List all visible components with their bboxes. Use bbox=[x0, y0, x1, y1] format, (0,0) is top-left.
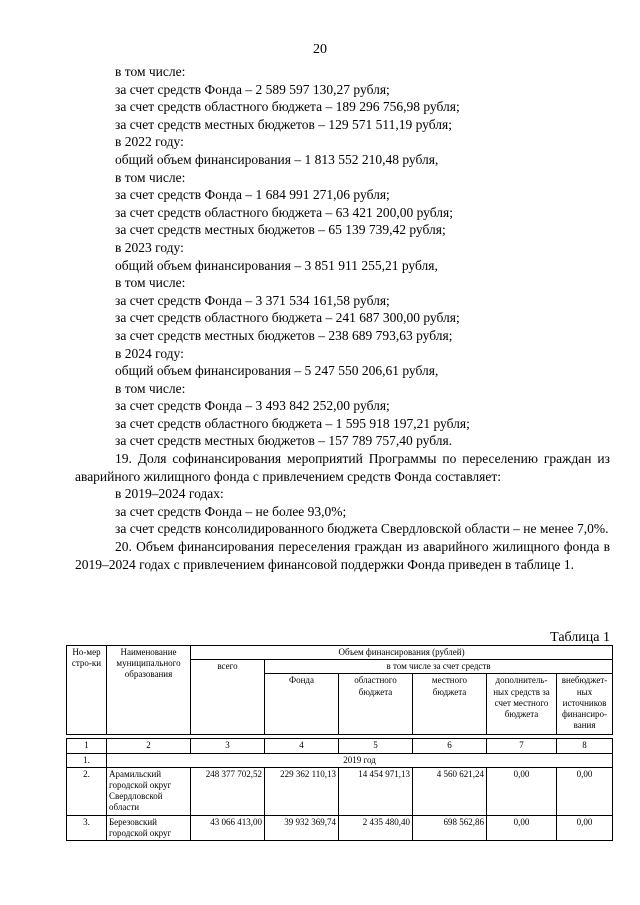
body-text bbox=[75, 63, 610, 573]
paragraph: в том числе: bbox=[115, 64, 186, 79]
paragraph: за счет средств местных бюджетов – 238 689 793,63 рубля; bbox=[115, 327, 453, 343]
paragraph: в 2024 году: bbox=[115, 345, 184, 361]
paragraph: за счет средств консолидированного бюджета Свердловской области – не менее 7,0%. bbox=[115, 521, 609, 537]
extrabudgetary-cell: 0,00 bbox=[557, 767, 613, 815]
header-regional: областного бюджета bbox=[339, 674, 413, 735]
header-additional-local: дополнитель-ных средств за счет местного бюджета bbox=[487, 674, 557, 735]
paragraph: за счет средств местных бюджетов – 65 139 739,42 рубля; bbox=[115, 222, 446, 238]
fund-cell: 39 932 369,74 bbox=[265, 815, 339, 840]
local-cell: 4 560 621,24 bbox=[413, 767, 487, 815]
financing-table bbox=[66, 645, 613, 841]
paragraph: в 2022 году: bbox=[115, 134, 184, 150]
row-number: 3. bbox=[67, 815, 107, 840]
additional-cell: 0,00 bbox=[487, 767, 557, 815]
paragraph: за счет средств Фонда – 1 684 991 271,06 рубля; bbox=[115, 187, 390, 203]
paragraph: за счет средств областного бюджета – 63 421 200,00 рубля; bbox=[115, 204, 453, 220]
regional-cell: 2 435 480,40 bbox=[339, 815, 413, 840]
header-total: всего bbox=[191, 660, 265, 735]
column-number: 5 bbox=[339, 739, 413, 753]
header-including: в том числе за счет средств bbox=[265, 660, 613, 674]
paragraph: общий объем финансирования – 5 247 550 206,61 рубля, bbox=[115, 363, 439, 379]
fund-cell: 229 362 110,13 bbox=[265, 767, 339, 815]
paragraph-20: 20. Объем финансирования переселения граждан из аварийного жилищного фонда в 2019–2024 годах с привлечением финансовой поддержки Фонда приведен в таблице 1. bbox=[75, 539, 610, 572]
year-row bbox=[67, 753, 613, 767]
regional-cell: 14 454 971,13 bbox=[339, 767, 413, 815]
column-number: 4 bbox=[265, 739, 339, 753]
table-row bbox=[67, 815, 613, 840]
header-extrabudgetary: внебюджет-ных источников финансиро-вания bbox=[557, 674, 613, 735]
total-cell: 248 377 702,52 bbox=[191, 767, 265, 815]
paragraph: в 2023 году: bbox=[115, 239, 184, 255]
paragraph-19: 19. Доля софинансирования мероприятий Программы по переселению граждан из аварийного жилищного фонда с привлечением средств Фонда составляет: bbox=[75, 451, 610, 484]
header-total-funding: Объем финансирования (рублей) bbox=[191, 646, 613, 660]
paragraph: за счет средств Фонда – 3 493 842 252,00 рубля; bbox=[115, 398, 390, 414]
column-number: 6 bbox=[413, 739, 487, 753]
municipality-name: Арамильский городской округ Свердловской области bbox=[107, 767, 191, 815]
paragraph: за счет средств областного бюджета – 241 687 300,00 рубля; bbox=[115, 310, 460, 326]
column-numbers-row bbox=[67, 739, 613, 753]
column-number: 3 bbox=[191, 739, 265, 753]
paragraph: за счет средств местных бюджетов – 129 571 511,19 рубля; bbox=[115, 116, 452, 132]
header-row-number: Но-мер стро-ки bbox=[67, 646, 107, 735]
paragraph: за счет средств местных бюджетов – 157 789 757,40 рубля. bbox=[115, 433, 453, 449]
paragraph: за счет средств областного бюджета – 189 296 756,98 рубля; bbox=[115, 99, 460, 115]
additional-cell: 0,00 bbox=[487, 815, 557, 840]
column-number: 2 bbox=[107, 739, 191, 753]
paragraph: в том числе: bbox=[115, 169, 186, 185]
year-label: 2019 год bbox=[107, 753, 613, 767]
header-local: местного бюджета bbox=[413, 674, 487, 735]
paragraph: за счет средств Фонда – 2 589 597 130,27 рубля; bbox=[115, 81, 390, 97]
table-caption: Таблица 1 bbox=[550, 630, 610, 645]
header-municipality: Наименование муниципального образования bbox=[107, 646, 191, 735]
local-cell: 698 562,86 bbox=[413, 815, 487, 840]
paragraph: в 2019–2024 годах: bbox=[115, 486, 224, 502]
municipality-name: Березовский городской округ bbox=[107, 815, 191, 840]
page-number: 20 bbox=[313, 42, 327, 57]
paragraph: за счет средств Фонда – не более 93,0%; bbox=[115, 503, 347, 519]
paragraph: в том числе: bbox=[115, 275, 186, 291]
paragraph: за счет средств областного бюджета – 1 595 918 197,21 рубля; bbox=[115, 415, 470, 431]
header-fund: Фонда bbox=[265, 674, 339, 735]
column-number: 7 bbox=[487, 739, 557, 753]
paragraph: в том числе: bbox=[115, 380, 186, 396]
paragraph: общий объем финансирования – 3 851 911 255,21 рубля, bbox=[115, 257, 438, 273]
row-number: 1. bbox=[67, 753, 107, 767]
column-number: 1 bbox=[67, 739, 107, 753]
total-cell: 43 066 413,00 bbox=[191, 815, 265, 840]
row-number: 2. bbox=[67, 767, 107, 815]
paragraph: общий объем финансирования – 1 813 552 210,48 рубля, bbox=[115, 151, 439, 167]
header-row bbox=[67, 646, 613, 660]
column-number: 8 bbox=[557, 739, 613, 753]
paragraph: за счет средств Фонда – 3 371 534 161,58 рубля; bbox=[115, 292, 390, 308]
extrabudgetary-cell: 0,00 bbox=[557, 815, 613, 840]
table-row bbox=[67, 767, 613, 815]
